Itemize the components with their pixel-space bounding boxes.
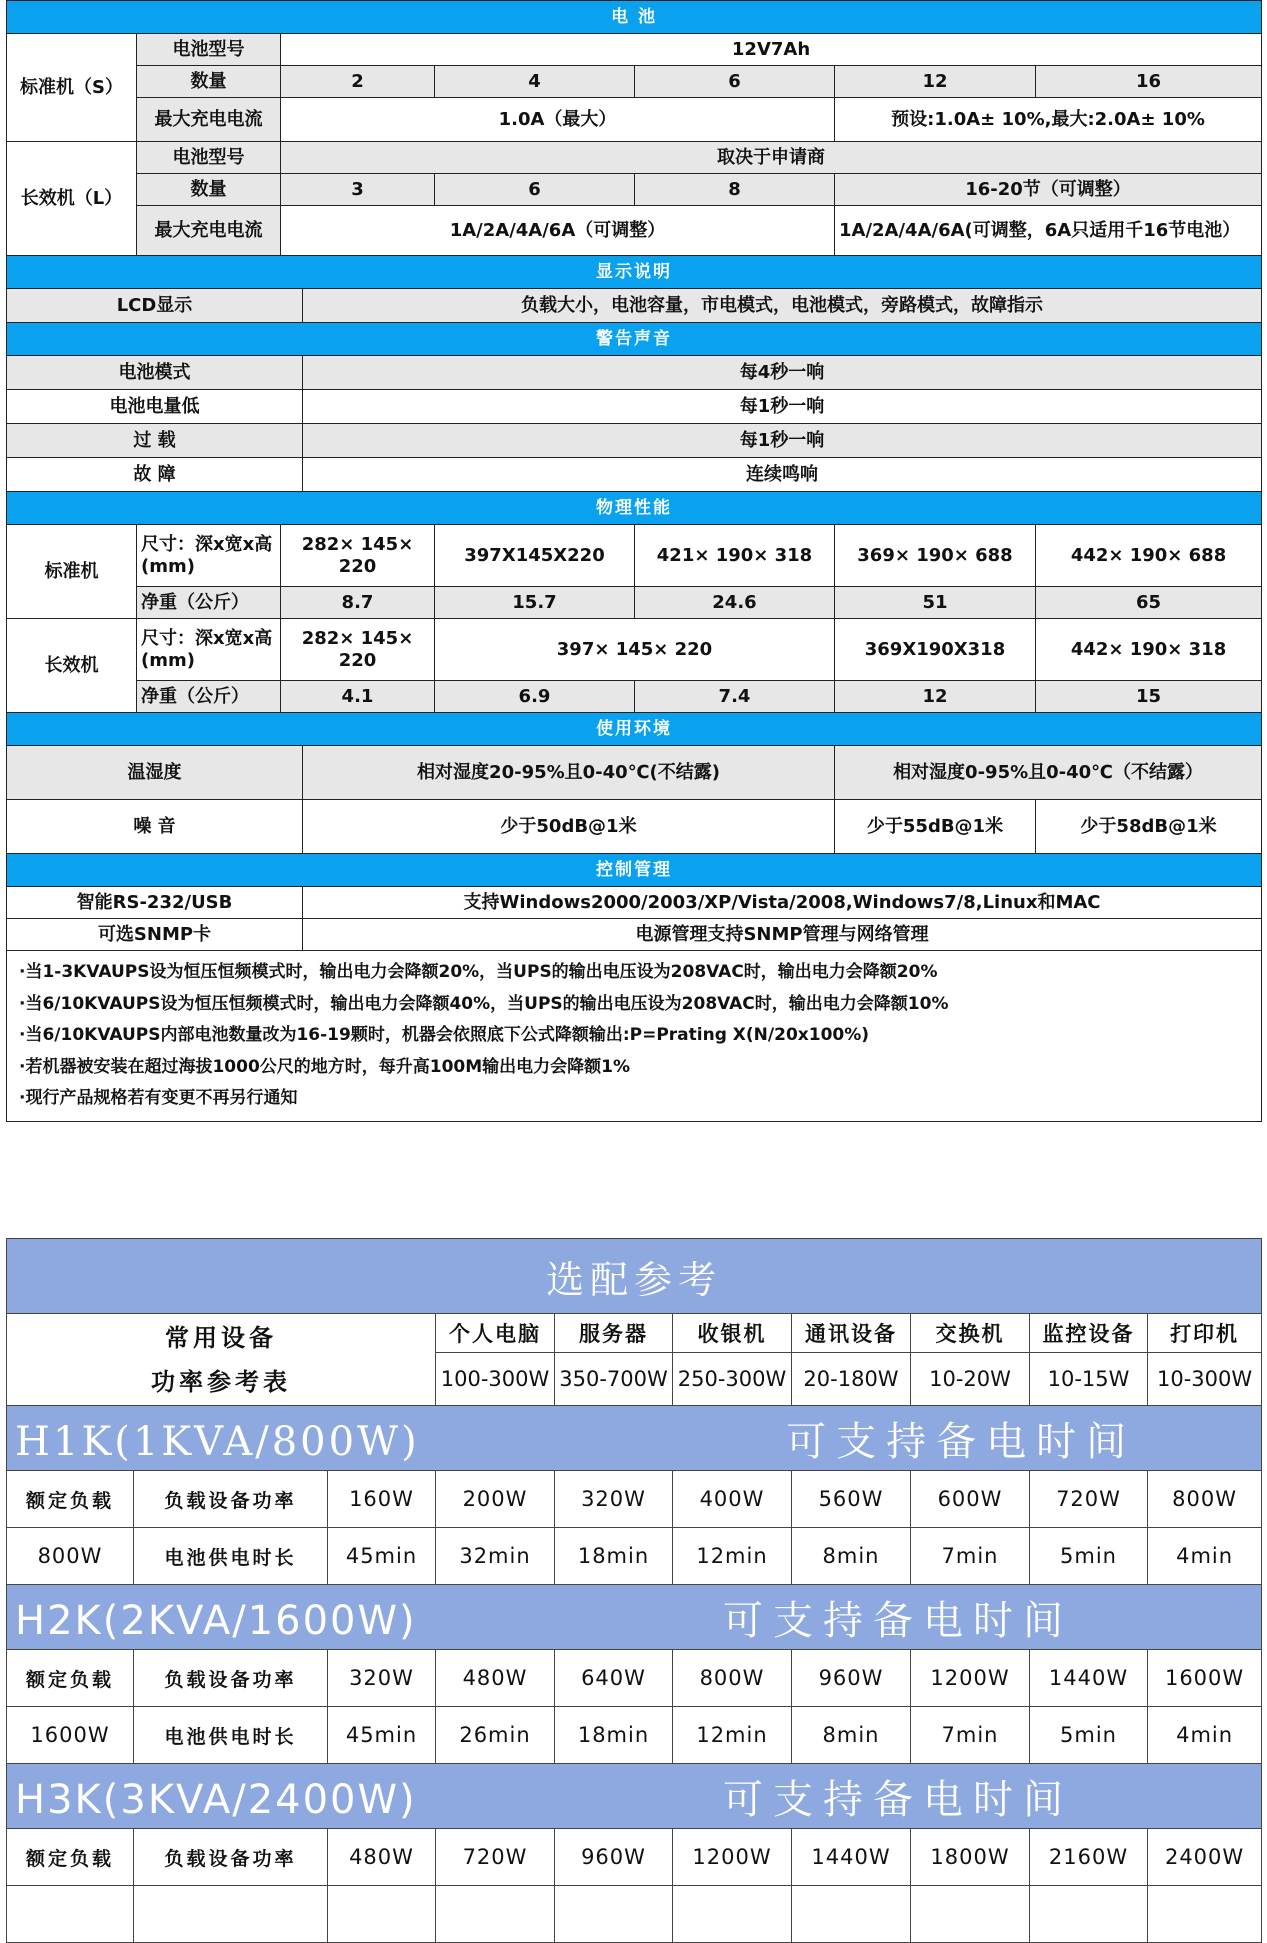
model-banner — [7, 1764, 1262, 1829]
warning-label: 电池电量低 — [7, 390, 303, 424]
time-value: 4min — [1148, 1528, 1262, 1585]
device-power: 20-180W — [792, 1353, 911, 1406]
rs232-value: 支持Windows2000/2003/XP/Vista/2008,Windows7/8,Linux和MAC — [303, 887, 1262, 919]
load-value: 1440W — [792, 1829, 911, 1886]
device-name: 通讯设备 — [792, 1314, 911, 1353]
warning-value: 连续鸣响 — [303, 458, 1262, 492]
noise-value: 少于55dB@1米 — [835, 800, 1036, 854]
load-value: 480W — [328, 1829, 436, 1886]
note-line: ·若机器被安装在超过海拔1000公尺的地方时，每升高100M输出电力会降额1% — [19, 1056, 631, 1077]
time-value: 45min — [328, 1528, 436, 1585]
load-value: 720W — [436, 1829, 555, 1886]
long-weight: 6.9 — [435, 681, 635, 713]
device-power: 100-300W — [436, 1353, 555, 1406]
load-label: 负载设备功率 — [134, 1650, 328, 1707]
cut-off-cell — [134, 1886, 328, 1943]
long-dims: 282× 145× 220 — [281, 619, 435, 681]
model-banner — [7, 1585, 1262, 1650]
time-value: 32min — [436, 1528, 555, 1585]
time-label: 电池供电时长 — [134, 1528, 328, 1585]
time-value: 12min — [673, 1528, 792, 1585]
std-label: 标准机（S） — [7, 34, 137, 142]
time-value: 8min — [792, 1707, 911, 1764]
time-label: 电池供电时长 — [134, 1707, 328, 1764]
device-name: 打印机 — [1148, 1314, 1262, 1353]
load-value: 1440W — [1030, 1650, 1148, 1707]
load-value: 600W — [911, 1471, 1030, 1528]
long-qty: 3 — [281, 174, 435, 206]
long-qty: 16-20节（可调整） — [835, 174, 1262, 206]
std-qty: 12 — [835, 66, 1036, 98]
warning-value: 每1秒一响 — [303, 424, 1262, 458]
reference-table — [6, 1238, 1262, 1943]
humidity-large: 相对湿度0-95%且0-40℃（不结露） — [835, 746, 1262, 800]
noise-value: 少于50dB@1米 — [303, 800, 835, 854]
std-charge-large: 预设:1.0A± 10%,最大:2.0A± 10% — [835, 98, 1262, 142]
cut-off-cell — [911, 1886, 1030, 1943]
device-name: 服务器 — [555, 1314, 673, 1353]
note-line: ·当6/10KVAUPS内部电池数量改为16-19颗时，机器会依照底下公式降额输出:P=Prating X(N/20x100%) — [19, 1025, 870, 1046]
std-qty: 4 — [435, 66, 635, 98]
std-weight: 24.6 — [635, 587, 835, 619]
battery-header: 电 池 — [7, 1, 1262, 34]
humidity-small: 相对湿度20-95%且0-40℃(不结露) — [303, 746, 835, 800]
backup-label: 可支持备电时间 — [723, 1776, 1073, 1823]
battery-model-label: 电池型号 — [137, 34, 281, 66]
weight-label: 净重（公斤） — [137, 681, 281, 713]
long-weight: 4.1 — [281, 681, 435, 713]
std-qty: 6 — [635, 66, 835, 98]
long-qty: 6 — [435, 174, 635, 206]
long-weight: 15 — [1036, 681, 1262, 713]
display-header: 显示说明 — [7, 256, 1262, 289]
load-value: 1600W — [1148, 1650, 1262, 1707]
std-weight: 15.7 — [435, 587, 635, 619]
warning-value: 每1秒一响 — [303, 390, 1262, 424]
snmp-value: 电源管理支持SNMP管理与网络管理 — [303, 919, 1262, 951]
physical-header: 物理性能 — [7, 492, 1262, 525]
note-line: ·现行产品规格若有变更不再另行通知 — [19, 1088, 298, 1109]
load-value: 160W — [328, 1471, 436, 1528]
load-value: 960W — [555, 1829, 673, 1886]
time-value: 12min — [673, 1707, 792, 1764]
long-battery-model: 取决于申请商 — [281, 142, 1262, 174]
long-dims: 397× 145× 220 — [435, 619, 835, 681]
load-value: 320W — [328, 1650, 436, 1707]
std-dims: 397X145X220 — [435, 525, 635, 587]
time-value: 4min — [1148, 1707, 1262, 1764]
ref-title: 选配参考 — [7, 1239, 1262, 1314]
load-value: 1800W — [911, 1829, 1030, 1886]
std-weight: 8.7 — [281, 587, 435, 619]
std-dims: 421× 190× 318 — [635, 525, 835, 587]
qty-label: 数量 — [137, 174, 281, 206]
cut-off-cell — [673, 1886, 792, 1943]
battery-model-label: 电池型号 — [137, 142, 281, 174]
load-value: 800W — [673, 1650, 792, 1707]
rated-label: 额定负载 — [7, 1471, 134, 1528]
rs232-label: 智能RS-232/USB — [7, 887, 303, 919]
warning-header: 警告声音 — [7, 323, 1262, 356]
cut-off-cell — [1148, 1886, 1262, 1943]
load-value: 2160W — [1030, 1829, 1148, 1886]
spec-table — [6, 0, 1262, 1122]
long-weight: 7.4 — [635, 681, 835, 713]
std-dims: 282× 145× 220 — [281, 525, 435, 587]
time-value: 45min — [328, 1707, 436, 1764]
cut-off-cell — [555, 1886, 673, 1943]
load-label: 负载设备功率 — [134, 1471, 328, 1528]
note-line: ·当6/10KVAUPS设为恒压恒频模式时，输出电力会降额40%，当UPS的输出电压设为208VAC时，输出电力会降额10% — [19, 993, 949, 1014]
model-name: H2K(2KVA/1600W) — [15, 1597, 417, 1644]
long-label: 长效机（L） — [7, 142, 137, 256]
load-value: 720W — [1030, 1471, 1148, 1528]
time-value: 7min — [911, 1707, 1030, 1764]
long-dims: 442× 190× 318 — [1036, 619, 1262, 681]
long-charge-large: 1A/2A/4A/6A(可调整，6A只适用千16节电池） — [835, 206, 1262, 256]
cut-off-cell — [436, 1886, 555, 1943]
weight-label: 净重（公斤） — [137, 587, 281, 619]
rated-value: 1600W — [7, 1707, 134, 1764]
time-value: 5min — [1030, 1528, 1148, 1585]
load-value: 1200W — [673, 1829, 792, 1886]
load-value: 480W — [436, 1650, 555, 1707]
device-name: 交换机 — [911, 1314, 1030, 1353]
warning-value: 每4秒一响 — [303, 356, 1262, 390]
snmp-label: 可选SNMP卡 — [7, 919, 303, 951]
cut-off-cell — [792, 1886, 911, 1943]
warning-label: 过 载 — [7, 424, 303, 458]
std-dims: 442× 190× 688 — [1036, 525, 1262, 587]
load-value: 560W — [792, 1471, 911, 1528]
qty-label: 数量 — [137, 66, 281, 98]
cut-off-cell — [1030, 1886, 1148, 1943]
load-value: 960W — [792, 1650, 911, 1707]
std-dims: 369× 190× 688 — [835, 525, 1036, 587]
rated-label: 额定负载 — [7, 1650, 134, 1707]
long-machine-label: 长效机 — [7, 619, 137, 713]
common-line-2: 功率参考表 — [151, 1367, 291, 1396]
time-value: 18min — [555, 1707, 673, 1764]
load-value: 400W — [673, 1471, 792, 1528]
max-charge-label: 最大充电电流 — [137, 98, 281, 142]
env-header: 使用环境 — [7, 713, 1262, 746]
long-weight: 12 — [835, 681, 1036, 713]
backup-label: 可支持备电时间 — [786, 1418, 1137, 1465]
long-qty: 8 — [635, 174, 835, 206]
std-charge-small: 1.0A（最大） — [281, 98, 835, 142]
notes — [7, 951, 1262, 1122]
rated-label: 额定负载 — [7, 1829, 134, 1886]
lcd-value: 负载大小，电池容量，市电模式，电池模式，旁路模式，故障指示 — [303, 289, 1262, 323]
noise-value: 少于58dB@1米 — [1036, 800, 1262, 854]
time-value: 5min — [1030, 1707, 1148, 1764]
lcd-label: LCD显示 — [7, 289, 303, 323]
humidity-label: 温湿度 — [7, 746, 303, 800]
load-value: 640W — [555, 1650, 673, 1707]
device-power: 10-300W — [1148, 1353, 1262, 1406]
device-power: 10-20W — [911, 1353, 1030, 1406]
load-value: 2400W — [1148, 1829, 1262, 1886]
std-weight: 51 — [835, 587, 1036, 619]
device-name: 收银机 — [673, 1314, 792, 1353]
cut-off-cell — [7, 1886, 134, 1943]
warning-label: 故 障 — [7, 458, 303, 492]
common-devices-label — [7, 1314, 436, 1406]
std-machine-label: 标准机 — [7, 525, 137, 619]
load-value: 200W — [436, 1471, 555, 1528]
load-value: 800W — [1148, 1471, 1262, 1528]
device-name: 监控设备 — [1030, 1314, 1148, 1353]
note-line: ·当1-3KVAUPS设为恒压恒频模式时，输出电力会降额20%，当UPS的输出电压设为208VAC时，输出电力会降额20% — [19, 962, 938, 982]
long-charge-small: 1A/2A/4A/6A（可调整） — [281, 206, 835, 256]
common-line-1: 常用设备 — [165, 1323, 277, 1352]
time-value: 7min — [911, 1528, 1030, 1585]
device-power: 350-700W — [555, 1353, 673, 1406]
time-value: 26min — [436, 1707, 555, 1764]
load-value: 1200W — [911, 1650, 1030, 1707]
model-name: H3K(3KVA/2400W) — [15, 1776, 417, 1823]
noise-label: 噪 音 — [7, 800, 303, 854]
max-charge-label: 最大充电电流 — [137, 206, 281, 256]
std-qty: 16 — [1036, 66, 1262, 98]
load-value: 320W — [555, 1471, 673, 1528]
rated-value: 800W — [7, 1528, 134, 1585]
long-dims: 369X190X318 — [835, 619, 1036, 681]
backup-label: 可支持备电时间 — [723, 1597, 1073, 1644]
control-header: 控制管理 — [7, 854, 1262, 887]
time-value: 18min — [555, 1528, 673, 1585]
device-power: 250-300W — [673, 1353, 792, 1406]
device-power: 10-15W — [1030, 1353, 1148, 1406]
std-battery-model: 12V7Ah — [281, 34, 1262, 66]
dims-label: 尺寸：深x宽x高(mm) — [137, 619, 281, 681]
std-qty: 2 — [281, 66, 435, 98]
time-value: 8min — [792, 1528, 911, 1585]
model-name: H1K(1KVA/800W) — [15, 1418, 420, 1465]
load-label: 负载设备功率 — [134, 1829, 328, 1886]
std-weight: 65 — [1036, 587, 1262, 619]
device-name: 个人电脑 — [436, 1314, 555, 1353]
warning-label: 电池模式 — [7, 356, 303, 390]
model-banner — [7, 1406, 1262, 1471]
cut-off-cell — [328, 1886, 436, 1943]
dims-label: 尺寸：深x宽x高(mm) — [137, 525, 281, 587]
